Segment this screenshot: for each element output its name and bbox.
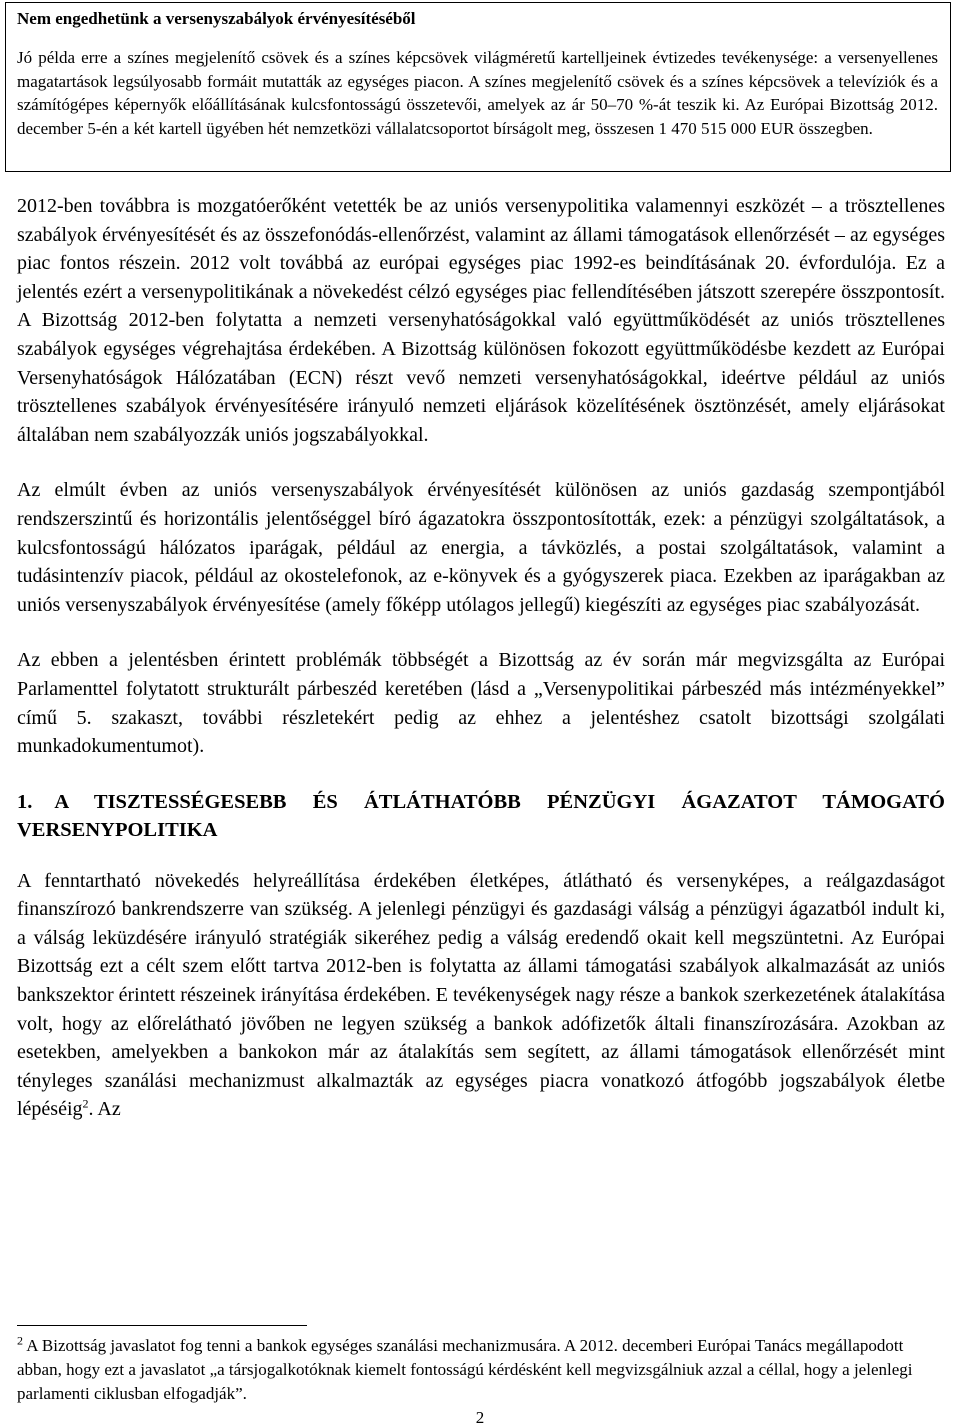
footnote-separator bbox=[17, 1325, 307, 1326]
body-text bbox=[17, 192, 945, 1151]
section-heading bbox=[17, 788, 945, 844]
footnote-marker: 2 bbox=[17, 1333, 23, 1348]
page-number: 2 bbox=[475, 1408, 485, 1427]
section-paragraph bbox=[17, 867, 945, 1124]
paragraph-2: Az elmúlt évben az uniós versenyszabályok érvényesítését különösen az uniós gazdaság szempontjából rendszerszintű és horizontális jelentőséggel bíró ágazatokra összpontosították, ezek: a pénzügyi szolgáltatások, a kulcsfontosságú hálózatos iparágak, például az energia, a távközlés, a postai szolgáltatások, valamint a tudásintenzív piacok, például az okostelefonok, az e-könyvek és a gyógyszerek piaca. Ezekben az iparágakban az uniós versenyszabályok érvényesítése (amely főképp utólagos jellegű) kiegészíti az egységes piac szabályozását. bbox=[17, 479, 945, 616]
highlight-box bbox=[5, 2, 951, 172]
paragraph-3: Az ebben a jelentésben érintett problémák többségét a Bizottság az év során már megvizsgálta az Európai Parlamenttel folytatott strukturált párbeszéd keretében (lásd a „Versenypolitikai párbeszéd más intézményekkel” című 5. szakaszt, további részletekért pedig az ehhez a jelentéshez csatolt bizottsági szolgálati munkadokumentumot). bbox=[17, 649, 945, 758]
section-title: A TISZTESSÉGESEBB ÉS ÁTLÁTHATÓBB PÉNZÜGYI ÁGAZATOT TÁMOGATÓ VERSENYPOLITIKA bbox=[17, 790, 945, 841]
box-title: Nem engedhetünk a versenyszabályok érvényesítéséből bbox=[17, 9, 416, 28]
footnote-reference[interactable]: 2 bbox=[82, 1096, 89, 1111]
paragraph-1: 2012-ben továbbra is mozgatóerőként vetették be az uniós versenypolitika valamennyi eszközét – a trösztellenes szabályok érvényesítését és az összefonódás-ellenőrzést, valamint az állami támogatások ellenőrzését – az egységes piac fontos részein. 2012 volt továbbá az európai egységes piac 1992-es beindításának 20. évfordulója. Ez a jelentés ezért a versenypolitikának a növekedést célzó egységes piac fellendítésében játszott szerepére összpontosít. A Bizottság 2012-ben folytatta a nemzeti versenyhatóságokkal való együttműködését az uniós trösztellenes szabályok egységes végrehajtása érdekében. A Bizottság különösen fokozott együttműködésbe kezdett az Európai Versenyhatóságok Hálózatában (ECN) részt vevő nemzeti versenyhatóságokkal, ideértve például az uniós trösztellenes szabályok érvényesítésére irányuló nemzeti eljárások közelítésének ösztönzését, amely eljárásokat általában nem szabályozzák uniós jogszabályokkal. bbox=[17, 195, 945, 446]
section-paragraph-text: A fenntartható növekedés helyreállítása érdekében életképes, átlátható és versenyképes, a reálgazdaságot finanszírozó bankrendszerre van szükség. A jelenlegi pénzügyi és gazdasági válság a pénzügyi ágazatból indult ki, a válság leküzdésére irányuló stratégiák sikeréhez pedig a válság eredendő okait kell megszüntetni. Az Európai Bizottság ezt a célt szem előtt tartva 2012-ben is folytatta az állami támogatási szabályok alkalmazását az uniós bankszektor érintett részeinek irányítása érdekében. E tevékenységek nagy része a bankok szerkezetének átalakítása volt, hogy az előrelátható jövőben ne legyen szükség a bankok adófizetők általi finanszírozására. Azokban az esetekben, amelyekben a bankokon már az átalakítás sem segített, az állami támogatások ellenőrzését mint tényleges szanálási mechanizmust alkalmazták az egységes piacra vonatkozó átfogóbb jogszabályok életbe lépéséig bbox=[17, 869, 945, 1121]
section-number: 1. bbox=[17, 790, 33, 813]
box-text: Jó példa erre a színes megjelenítő csövek és a színes képcsövek világméretű kartelljeinek évtizedes tevékenysége: a versenyellenes magatartások legsúlyosabb formáit mutatták az egységes piacon. A színes megjelenítő csövek és a színes képcsövek a televíziók és a számítógépes képernyők előállításának kulcsfontosságú összetevői, amelyek az ár 50–70 %-át teszik ki. Az Európai Bizottság 2012. december 5-én a két kartell ügyében hét nemzetközi vállalatcsoportot bírságolt meg, összesen 1 470 515 000 EUR összegben. bbox=[17, 48, 938, 138]
footnote bbox=[17, 1334, 917, 1406]
footnote-text: A Bizottság javaslatot fog tenni a bankok egységes szanálási mechanizmusára. A 2012. decemberi Európai Tanács megállapodott abban, hogy ezt a javaslatot „a társjogalkotóknak kiemelt fontosságú kérdésként kell megvizsgálniuk azzal a céllal, hogy a jelenlegi parlamenti ciklusban elfogadják”. bbox=[17, 1336, 913, 1403]
section-paragraph-tail: . Az bbox=[88, 1098, 121, 1121]
